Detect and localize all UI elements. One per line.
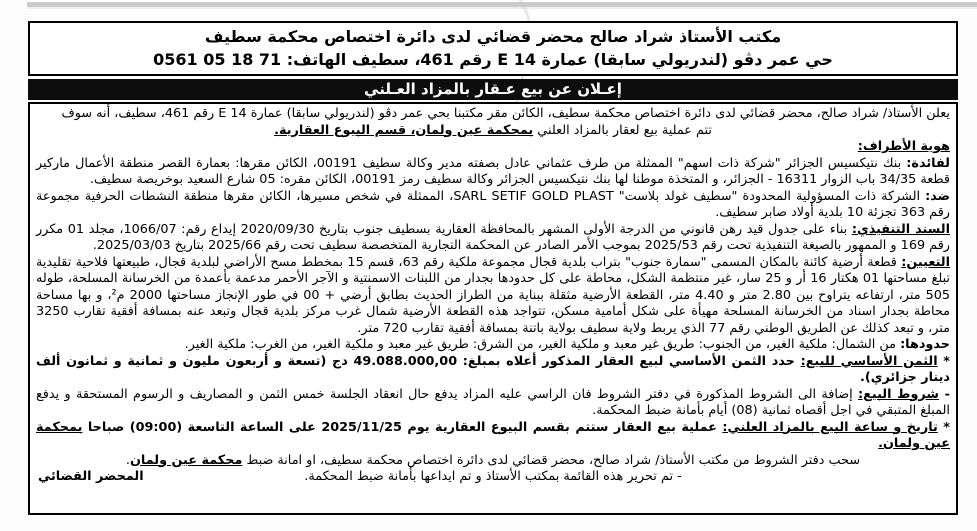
text-segment: يعلن الأستاذ/ شراد صالح، محضر قضائي لدى دائرة اختصاص محكمة سطيف، الكائن مقر مكتبنا بحي عمر دڤو (لندريولي سابقا) عمارة E 14 رقم 461، سطيف، أنه سوف	[61, 106, 950, 121]
text-segment: -	[938, 386, 950, 402]
announcement-document	[28, 21, 958, 515]
paragraph	[36, 354, 950, 387]
text-segment: إضافة الى الشروط المذكورة في دفتر الشروط فان الراسي عليه المزاد يدفع حال انعقاد الجلسة خمس الثمن و المصاريف و الرسوم المستحقة و يدفع المبلغ المتبقي في اجل أقصاه ثمانية (08) أيام بأمانة ضبط المحكمة.	[36, 386, 950, 418]
text-segment: ضد:	[925, 188, 951, 204]
text-segment: *	[937, 353, 950, 369]
paragraph	[36, 139, 950, 156]
paragraphs-container	[36, 106, 950, 469]
text-segment: لفائدة:	[906, 155, 950, 171]
text-segment: *	[937, 419, 950, 435]
text-segment: بمحكمة عين ولمان، قسم البيوع العقارية.	[274, 122, 534, 138]
office-header	[28, 21, 958, 76]
text-segment: بناء على جدول قيد رهن قانوني من الدرجة الأولى المشهر بالمحافظة العقارية بسطيف جنوب بتاريخ 2020/09/30 إيداع رقم: 1066/07، مجلد 01 مكرر رقم 169 و الممهور بالصيغة التنفيذية تحت رقم 2025/53 بموجب الأمر الصادر عن المحكمة التجارية المتخصصة سطيف تحت رقم 2025/66 بتاريخ 2025/03/03.	[36, 221, 950, 253]
text-segment: الشركة ذات المسؤولية المحدودة "سطيف غولد بلاست" SARL SETIF GOLD PLAST، الممثلة في شخص مسيرها، الكائن مقرها منطقة النشطات الحرفية مجموعة رقم 363 تجزئة 10 بلدية أولاد صابر سطيف.	[36, 188, 950, 220]
text-segment: بمحكمة عين ولمان.	[36, 419, 950, 451]
paragraph	[36, 222, 950, 255]
closing-statement: - تم تحرير هذه القائمة بمكتب الأستاذ و تم ايداعها بأمانة ضبط المحكمة.	[304, 469, 682, 484]
text-segment: تاريخ و ساعة البيع بالمزاد العلني:	[722, 419, 938, 435]
scan-artifact-strip	[27, 2, 977, 9]
text-segment: التعيين:	[901, 254, 950, 270]
announcement-body	[28, 102, 958, 515]
text-segment: .	[125, 452, 130, 468]
bailiff-signature: المحضر القضائي	[38, 469, 144, 484]
text-segment: شروط البيع:	[857, 386, 939, 402]
text-segment: حدودها:	[900, 337, 950, 352]
text-segment: هوية الأطراف:	[857, 139, 950, 154]
paragraph	[36, 453, 950, 470]
announcement-title: إعـلان عن بيع عـقار بالمزاد العـلني	[364, 80, 622, 98]
office-title: مكتب الأستاذ شراد صالح محضر قضائي لدى دائرة اختصاص محكمة سطيف	[204, 27, 782, 46]
office-phone-number: 0561 05 18 71	[153, 50, 282, 69]
text-segment: حدد الثمن الأساسي لبيع العقار المذكور أعلاه بمبلغ: 49.088.000,00 دج (تسعة و أربعون مليون و ثمانية و ثمانون ألف دينار جزائري).	[36, 353, 950, 385]
paragraph	[36, 156, 950, 189]
office-address-text: حي عمر دڤو (لندريولي سابقا) عمارة E 14 رقم 461، سطيف الهاتف:	[281, 50, 833, 69]
closing-row	[36, 469, 950, 486]
text-segment: تتم عملية بيع لعقار بالمزاد العلني	[533, 122, 712, 138]
paragraph	[36, 106, 950, 123]
paragraph	[36, 189, 950, 222]
text-segment: قطعة أرضية كائنة بالمكان المسمى "سمارة جنوب" بتراب بلدية قجال مجموعة ملكية رقم 63، قسم 15 بمخطط مسح الأراضي لبلدية قجال، طبيعتها فلاحية تقليدية تبلغ مساحتها 01 هكتار 16 أر و 25 سار، غير منتظمة الشكل، محاطة على كل حدودها بجدار من اللبنات الاسمنتية و الآجر الأحمر مدعمة بأعمدة من الخرسانة المسلحة، طوله 505 متر، ارتفاعه يتراوح بين 2.80 متر و 4.40 متر، القطعة الأرضية مثقلة ببناية من الطراز الحديث بطابق أرضي + 00 في طور الإنجاز مساحتها 2000 م²، و بها مساحة محاطة بجدار اسناد من الخرسانة المسلحة مهيأة على شكل أمامية مسكن، تتواجد هذه القطعة الأرضية شمال غرب مركز بلدية قجال وتبعد عنه بمسافة أفقية تقارب 3250 متر، و تبعد كذلك عن الطريق الوطني رقم 77 الذي يربط ولاية سطيف بولاية باتنة بمسافة أفقية تقارب 720 متر.	[36, 254, 950, 336]
paragraph	[36, 387, 950, 420]
text-segment: بنك نتيكسيس الجزائر "شركة ذات اسهم" الممثلة من طرف عثماني عادل بصفته مدير وكالة سطيف 00191، الكائن مقرها: بعمارة القصر منطقة الأعمال ماركير قطعة 34/35 باب الزوار 16311 - الجزائر، و المتخذة موطنا لها بنك نتيكسيس الجزائر وكالة سطيف رمز 00191، الكائن مقره: 05 شارع السعيد بوخريصة سطيف.	[36, 155, 950, 187]
text-segment: محكمة عين ولمان	[129, 452, 243, 468]
text-segment: عملية بيع العقار ستتم بقسم البيوع العقارية يوم 2025/11/25 على الساعة التاسعة (09:00) صباحا	[82, 419, 723, 435]
office-address-line	[153, 50, 833, 70]
text-segment: الثمن الأساسي للبيع:	[800, 353, 938, 369]
text-segment: السند التنفيذي:	[851, 221, 950, 237]
text-segment: سحب دفتر الشروط من مكتب الأستاذ/ شراد صالح، محضر قضائي لدى دائرة اختصاص محكمة سطيف، او امانة ضبط	[242, 452, 861, 468]
announcement-banner	[28, 79, 958, 100]
paragraph	[36, 255, 950, 338]
paragraph	[36, 420, 950, 453]
paragraph	[36, 123, 950, 140]
text-segment: من الشمال: ملكية الغير، من الجنوب: طريق غير معبد و ملكية الغير، من الشرق: طريق غير معبد و ملكية الغير، من الغرب: ملكية الغير.	[184, 337, 901, 352]
paragraph	[36, 337, 950, 354]
